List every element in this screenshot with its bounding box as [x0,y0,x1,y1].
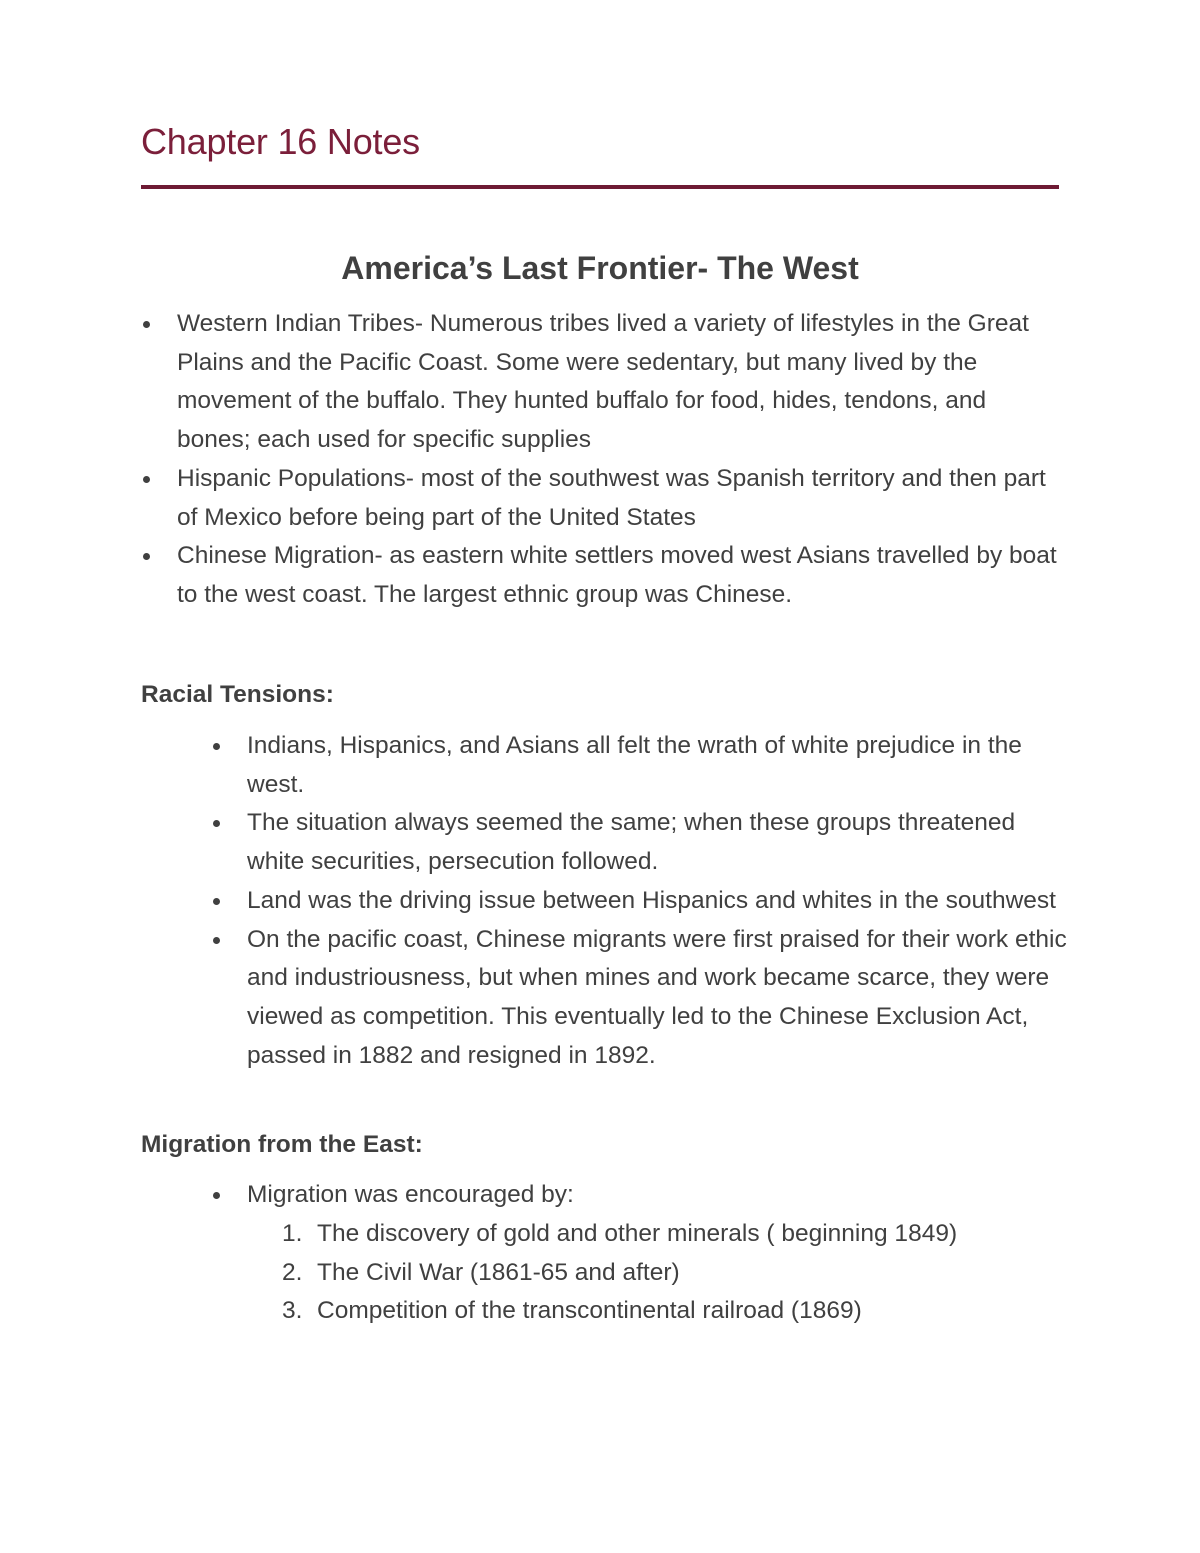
migration-reasons-list [282,1215,1077,1331]
list-item-text: Hispanic Populations- most of the southwest was Spanish territory and then part of Mexico before being part of the United States [177,464,1046,531]
bullet-icon [143,476,150,483]
title-divider [141,185,1059,189]
main-heading: America’s Last Frontier- The West [341,250,859,286]
bullet-icon [143,553,150,560]
list-item [247,921,1077,1076]
list-item [177,460,1057,537]
list-item-text: On the pacific coast, Chinese migrants were first praised for their work ethic and industriousness, but when mines and work became scarce, they were viewed as competition. This eventually led to the Chinese Exclusion Act, passed in 1882 and resigned in 1892. [247,925,1067,1069]
list-item [247,727,1077,804]
list-item [247,882,1077,921]
frontier-list [177,305,1057,615]
list-item [247,804,1077,881]
list-item-text: Indians, Hispanics, and Asians all felt the wrath of white prejudice in the west. [247,732,1022,798]
bullet-icon [213,898,220,905]
bullet-icon [213,1192,220,1199]
bullet-icon [213,937,220,944]
racial-tensions-heading: Racial Tensions: [141,681,334,708]
list-item-text: Migration was encouraged by: [247,1181,574,1208]
numbered-item [282,1292,1077,1331]
migration-heading: Migration from the East: [141,1131,423,1158]
numbered-item [282,1254,1077,1293]
list-item-text: Chinese Migration- as eastern white settlers moved west Asians travelled by boat to the west coast. The largest ethnic group was Chinese. [177,542,1057,608]
page-title: Chapter 16 Notes [141,121,420,162]
bullet-icon [213,743,220,750]
list-item-text: Competition of the transcontinental railroad (1869) [317,1297,862,1325]
bullet-icon [213,820,220,827]
list-item-text: The discovery of gold and other minerals ( beginning 1849) [317,1220,958,1247]
list-item [247,1176,1077,1215]
list-item-text: The situation always seemed the same; when these groups threatened white securities, persecution followed. [247,809,1016,876]
list-item-text: Land was the driving issue between Hispanics and whites in the southwest [247,886,1056,914]
item-number: 2. [282,1258,303,1286]
racial-tensions-list [247,727,1077,1075]
item-number: 3. [282,1297,303,1325]
migration-list [247,1176,1077,1215]
item-number: 1. [282,1220,303,1247]
list-item-text: The Civil War (1861-65 and after) [317,1258,680,1286]
list-item [177,305,1057,460]
bullet-icon [143,321,150,328]
list-item [177,537,1057,614]
list-item-text: Western Indian Tribes- Numerous tribes lived a variety of lifestyles in the Great Plains and the Pacific Coast. Some were sedentary, but many lived by the movement of the buffalo. They hunted buffalo for food, hides, tendons, and bones; each used for specific supplies [177,310,1029,454]
numbered-item [282,1215,1077,1254]
